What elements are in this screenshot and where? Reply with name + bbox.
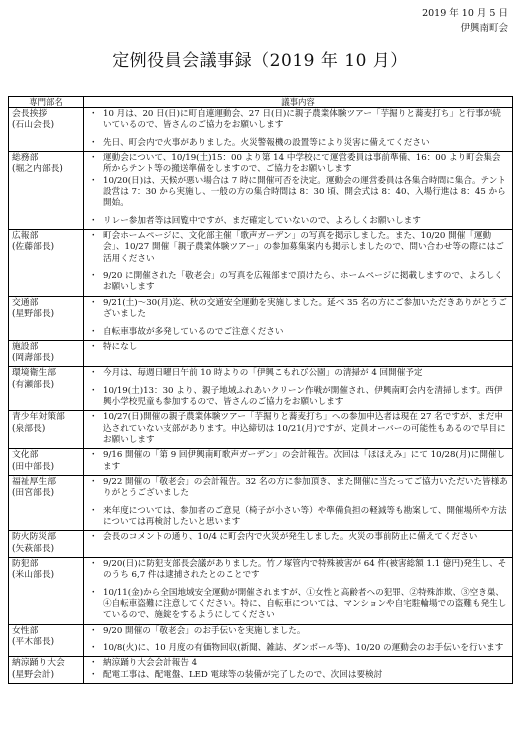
department-cell (9, 367, 84, 411)
agenda-list (87, 559, 509, 622)
agenda-item: ・ 来年度については、参加者のご意見（椅子が小さい等）や準備負担の軽減等も勘案して、開催場所や方法については再検討したいと思います (87, 506, 509, 529)
department-head: (米山部長) (12, 570, 55, 581)
agenda-item: ・ 9/20(日)に防犯支部長会議がありました。竹ノ塚管内で特殊被害が 64 件(被害総額 1.1 億円)発生し、そのうち 6,7 件は逮捕されたとのことです (87, 559, 509, 582)
content-cell (84, 296, 513, 340)
department-name: 防火防災部 (12, 532, 56, 543)
department-name: 環境衛生部 (12, 368, 56, 379)
agenda-item: ・ 10/19(土)13：30 より、親子地域ふれあいクリーン作戦が開催され、伊興南町会内を清掃します。西伊興小学校児童も参加するので、皆さんのご協力をお願いします (87, 386, 509, 409)
table-row (9, 476, 513, 531)
table-header-row (9, 97, 513, 108)
department-cell (9, 476, 84, 531)
agenda-item: ・ 町会ホームページに、文化部主催「歌声ガーデン」の写真を掲示しました。また、10/20 開催「運動会」、10/27 開催「親子農業体験ツアー」の参加募集案内も掲示しましたので、問い合わせ等の際にはご活用ください (87, 231, 509, 265)
table-row (9, 230, 513, 297)
agenda-item: ・ 9/22 開催の「敬老会」の会計報告。32 名の方に参加頂き、また開催に当たってご協力いただいた皆様ありがとうございました (87, 477, 509, 500)
department-head: (星野部長) (12, 309, 55, 320)
department-cell (9, 411, 84, 449)
header-date: 2019 年 10 月 5 日 (422, 8, 508, 19)
table-row (9, 108, 513, 152)
content-cell (84, 476, 513, 531)
content-cell (84, 531, 513, 558)
minutes-table (8, 96, 513, 684)
minutes-body (9, 108, 513, 684)
agenda-list (87, 153, 509, 227)
department-name: 防犯部 (12, 558, 39, 569)
department-name: 青少年対策部 (12, 412, 65, 423)
department-name: 福祉厚生部 (12, 477, 56, 488)
table-row (9, 340, 513, 367)
department-cell (9, 624, 84, 657)
department-name: 会長挨拶 (12, 109, 48, 119)
department-name: 納涼踊り大会 (12, 658, 65, 669)
department-name: 女性部 (12, 625, 39, 636)
agenda-list (87, 298, 509, 338)
department-cell (9, 340, 84, 367)
agenda-item: ・ 9/20 に開催された「敬老会」の写真を広報部まで頂けたら、ホームページに掲載しますので、よろしくお願いします (87, 271, 509, 294)
content-cell (84, 230, 513, 297)
agenda-list (87, 477, 509, 528)
department-head: (泉部長) (12, 423, 46, 434)
agenda-item: ・ 10/20(日)は、天候が悪い場合は 7 時に開催可否を決定。運動会の運営委員は各集合時間に集合。テント設営は 7：30 から実施し、一般の方の集合時間は 8：30 頃、開会式は 8：40、入場行進は 8：45 から開始。 (87, 176, 509, 210)
agenda-list (87, 450, 509, 473)
department-head: (矢萩部長) (12, 543, 55, 554)
agenda-list (87, 658, 509, 681)
agenda-list (87, 342, 509, 353)
agenda-item: ・ 10/8(火)に、10 月度の有価物回収(新聞、雑誌、ダンボール等)、10/20 の運動会のお手伝いを行います (87, 643, 509, 654)
department-cell (9, 230, 84, 297)
content-cell (84, 449, 513, 476)
department-head: (佐藤部長) (12, 242, 55, 253)
table-row (9, 296, 513, 340)
department-head: (星野会計) (12, 669, 55, 680)
department-cell (9, 108, 84, 152)
agenda-item: ・ 9/16 開催の「第 9 回伊興南町歌声ガーデン」の会計報告。次回は「ほほえみ」にて 10/28(月)に開催します (87, 450, 509, 473)
content-cell (84, 340, 513, 367)
table-row (9, 624, 513, 657)
content-cell (84, 108, 513, 152)
department-head: (岡壽部長) (12, 353, 55, 364)
table-row (9, 657, 513, 684)
department-head: (田宮部長) (12, 488, 55, 499)
department-head: (石山会長) (12, 120, 55, 131)
department-cell (9, 657, 84, 684)
department-cell (9, 449, 84, 476)
agenda-list (87, 532, 509, 543)
agenda-item: ・ 今月は、毎週日曜日午前 10 時よりの「伊興こもれび公園」の清掃が 4 回開催予定 (87, 368, 509, 379)
content-cell (84, 657, 513, 684)
agenda-list (87, 368, 509, 408)
agenda-item: ・ 特になし (87, 342, 509, 353)
content-cell (84, 624, 513, 657)
agenda-item: ・ 10 月は、20 日(日)に町自連運動会、27 日(日)に親子農業体験ツアー「芋掘りと蕎麦打ち」と行事が続いているので、皆さんのご協力をお願いします (87, 109, 509, 132)
department-cell (9, 296, 84, 340)
column-header-content: 議事内容 (84, 97, 513, 108)
content-cell (84, 557, 513, 624)
content-cell (84, 367, 513, 411)
agenda-item: ・ リレー参加者等は回覧中ですが、まだ確定していないので、よろしくお願いします (87, 216, 509, 227)
department-cell (9, 531, 84, 558)
agenda-item: ・ 納涼踊り大会会計報告 4 (87, 658, 509, 669)
department-name: 広報部 (12, 231, 39, 242)
content-cell (84, 152, 513, 230)
agenda-list (87, 231, 509, 294)
agenda-list (87, 626, 509, 655)
header-organization: 伊興南町会 (460, 23, 508, 34)
department-head: (堀之内部長) (12, 164, 63, 175)
agenda-item: ・ 10/27(日)開催の親子農業体験ツアー「芋掘りと蕎麦打ち」への参加申込者は現在 27 名ですが、まだ申込されていない支部があります。申込締切は 10/21(月)ですが、定員オーバーの可能性もあるので早目にお願いします (87, 412, 509, 446)
agenda-item: ・ 会長のコメントの通り、10/4 に町会内で火災が発生しました。火災の事前防止に備えてください (87, 532, 509, 543)
table-row (9, 557, 513, 624)
department-head: (有瀬部長) (12, 379, 55, 390)
agenda-item: ・ 9/20 開催の「敬老会」のお手伝いを実施しました。 (87, 626, 509, 637)
table-row (9, 411, 513, 449)
content-cell (84, 411, 513, 449)
department-name: 交通部 (12, 297, 39, 308)
department-head: (平木部長) (12, 636, 55, 647)
agenda-item: ・ 運動会について、10/19(土)15：00 より第 14 中学校にて運営委員は事前準備、16：00 より町会集会所からテント等の搬送準備をしますので、ご協力をお願いします (87, 153, 509, 176)
agenda-item: ・ 自転車事故が多発しているのでご注意ください (87, 327, 509, 338)
table-row (9, 152, 513, 230)
agenda-list (87, 412, 509, 446)
department-name: 総務部 (12, 153, 39, 164)
column-header-department: 専門部名 (9, 97, 84, 108)
department-cell (9, 557, 84, 624)
agenda-item: ・ 先日、町会内で火事がありました。火災警報機の設置等により災害に備えてください (87, 138, 509, 149)
table-row (9, 449, 513, 476)
agenda-item: ・ 9/21(土)～30(月)迄、秋の交通安全運動を実施しました。延べ 35 名の方にご参加いただきありがとうございました (87, 298, 509, 321)
table-row (9, 367, 513, 411)
department-name: 施設部 (12, 341, 39, 352)
agenda-list (87, 109, 509, 149)
agenda-item: ・ 10/11(金)から全国地域安全運動が開催されますが、①女性と高齢者への犯罪、②特殊詐欺、③空き巣、④自転車盗難に注意してください。特に、自転車については、マンションや自宅駐輪場での盗難も発生しているので、施錠をするようにしてください (87, 588, 509, 622)
department-name: 文化部 (12, 450, 39, 461)
agenda-item: ・ 配電工事は、配電盤、LED 電球等の装備が完了したので、次回は要検討 (87, 670, 509, 681)
page-title: 定例役員会議事録（2019 年 10 月） (112, 51, 408, 71)
department-head: (田中部長) (12, 461, 55, 472)
table-row (9, 531, 513, 558)
department-cell (9, 152, 84, 230)
